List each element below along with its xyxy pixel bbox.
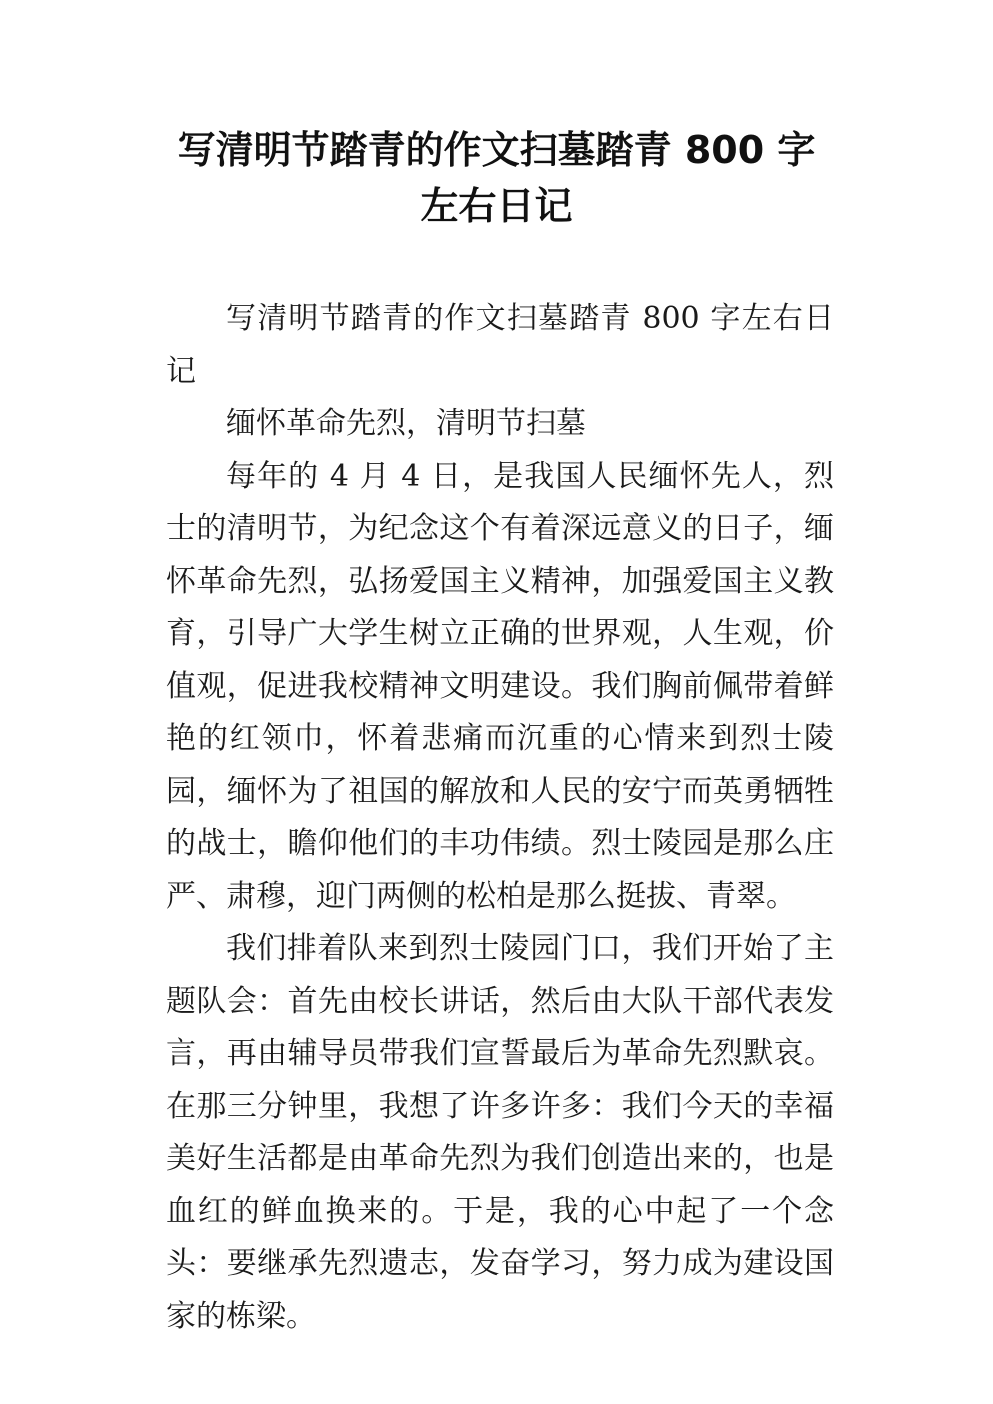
body-paragraph: 我们排着队来到烈士陵园门口，我们开始了主题队会：首先由校长讲话，然后由大队干部代表发言，再由辅导员带我们宣誓最后为革命先烈默哀。在那三分钟里，我想了许多许多：我们今天的幸福美好生活都是由革命先烈为我们创造出来的，也是血红的鲜血换来的。于是，我的心中起了一个念头：要继承先烈遗志，发奋学习，努力成为建设国家的栋梁。 [166, 931, 834, 1334]
heading-paragraph: 缅怀革命先烈，清明节扫墓 [226, 406, 586, 441]
title-line-1: 写清明节踏青的作文扫墓踏青 800 字 [177, 128, 816, 172]
document-body [166, 293, 834, 1343]
body-paragraph: 每年的 4 月 4 日，是我国人民缅怀先人，烈士的清明节，为纪念这个有着深远意义的日子，缅怀革命先烈，弘扬爱国主义精神，加强爱国主义教育，引导广大学生树立正确的世界观，人生观，价值观，促进我校精神文明建设。我们胸前佩带着鲜艳的红领巾，怀着悲痛而沉重的心情来到烈士陵园，缅怀为了祖国的解放和人民的安宁而英勇牺牲的战士，瞻仰他们的丰功伟绩。烈士陵园是那么庄严、肃穆，迎门两侧的松柏是那么挺拔、青翠。 [166, 458, 834, 914]
title-line-2: 左右日记 [420, 184, 573, 228]
subtitle-paragraph: 写清明节踏青的作文扫墓踏青 800 字左右日记 [166, 301, 834, 389]
document-title [100, 122, 893, 234]
